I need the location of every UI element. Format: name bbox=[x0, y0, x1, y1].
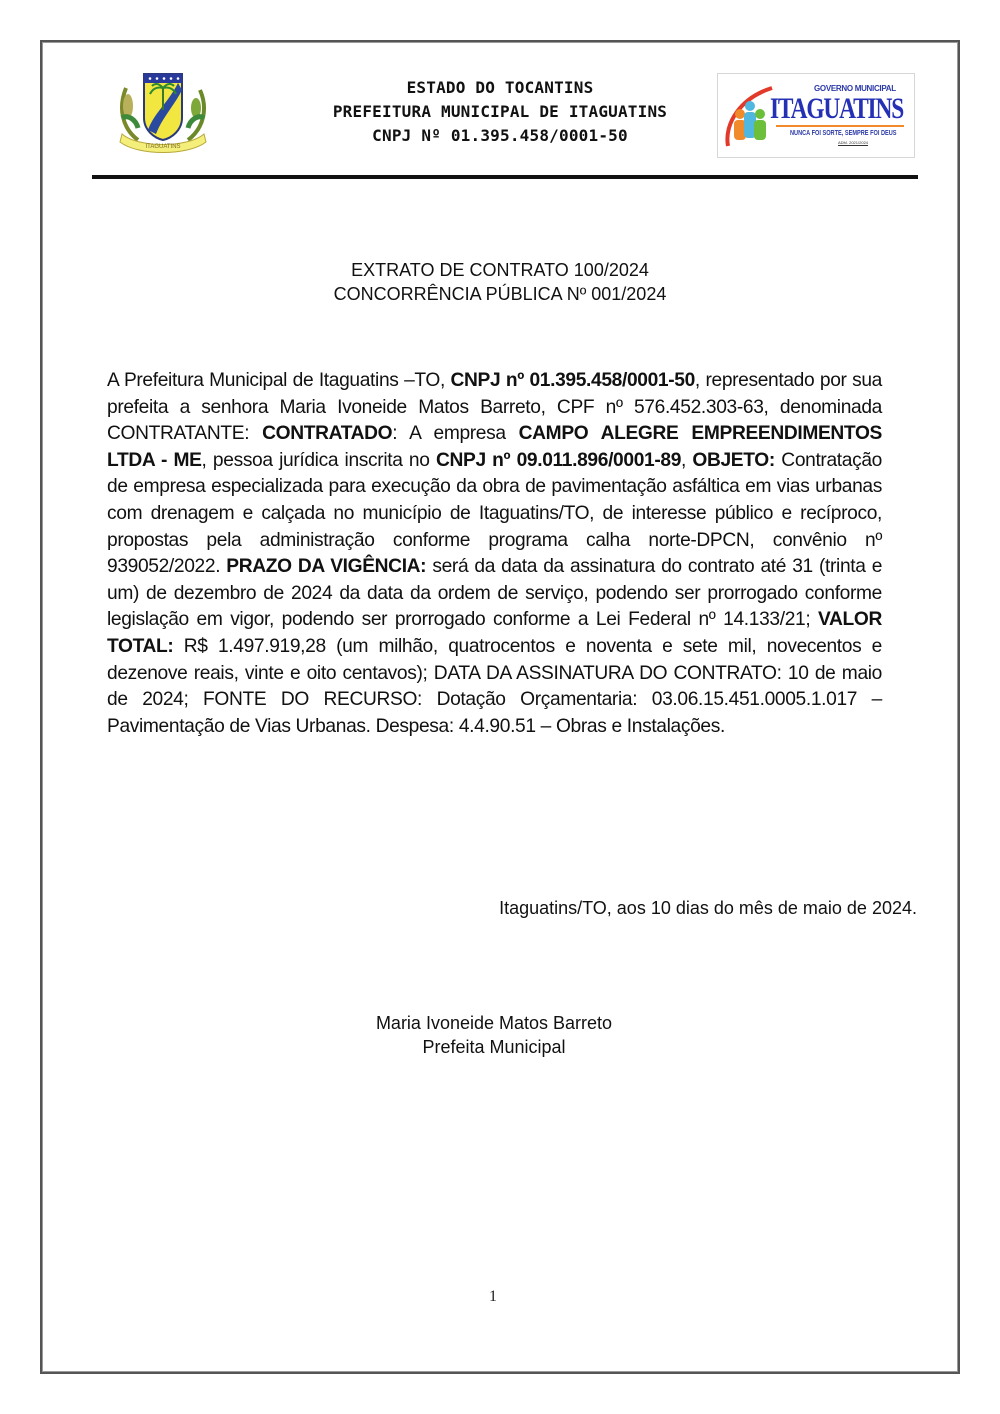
body-text-run: : A empresa bbox=[392, 423, 519, 445]
contract-body bbox=[107, 368, 882, 740]
municipality-name: PREFEITURA MUNICIPAL DE ITAGUATINS bbox=[332, 102, 668, 121]
body-text-run: , pessoa jurídica inscrita no bbox=[201, 449, 436, 471]
body-text-run: , bbox=[681, 449, 693, 471]
page-number: 1 bbox=[489, 1288, 497, 1305]
logo-top-text: GOVERNO MUNICIPAL bbox=[814, 84, 896, 93]
signatory-role: Prefeita Municipal bbox=[422, 1037, 566, 1057]
municipality-cnpj: CNPJ Nº 01.395.458/0001-50 bbox=[372, 126, 628, 145]
body-bold-run: VALOR TOTAL: bbox=[107, 609, 882, 657]
contract-title: EXTRATO DE CONTRATO 100/2024 bbox=[351, 260, 649, 280]
letterhead bbox=[0, 0, 1000, 180]
body-text-run: R$ 1.497.919,28 (um milhão, quatrocentos e noventa e sete mil, novecentos e dezenove reais, vinte e oito centavos); DATA DA ASSINATURA DO CONTRATO: 10 de maio de 2024; FONTE DO RECURSO: Dotação Orçamentaria: 03.06.15.451.0005.1.017 – Pavimentação de Vias Urbanas. Despesa: 4.4.90.51 – Obras e Instalações. bbox=[107, 635, 882, 737]
crest-ribbon-text: ITAGUATINS bbox=[145, 144, 181, 150]
logo-underline bbox=[776, 125, 904, 127]
body-text-run: , representado por sua prefeita a senhora Maria Ivoneide Matos Barreto, CPF nº 576.452.303-63, denominada CONTRATANTE: bbox=[107, 370, 882, 445]
body-text-run: A Prefeitura Municipal de Itaguatins –TO, bbox=[107, 370, 451, 391]
signature-block bbox=[294, 1011, 694, 1059]
state-name: ESTADO DO TOCANTINS bbox=[406, 78, 594, 97]
document-title bbox=[200, 258, 800, 306]
body-bold-run: CONTRATADO bbox=[262, 423, 393, 445]
body-text-run: Contratação de empresa especializada para execução da obra de pavimentação asfáltica em vias urbanas com drenagem e calçada no município de Itaguatins/TO, de interesse público e recíproco, propostas pela administração conforme programa calha norte-DPCN, convênio nº 939052/2022. bbox=[107, 449, 882, 578]
body-bold-run: CAMPO ALEGRE EMPREENDIMENTOS LTDA - ME bbox=[107, 423, 882, 471]
body-bold-run: CNPJ nº 01.395.458/0001-50 bbox=[450, 370, 695, 391]
government-logo bbox=[717, 73, 915, 158]
logo-name: ITAGUATINS bbox=[770, 92, 904, 125]
body-bold-run: OBJETO: bbox=[692, 449, 775, 471]
body-bold-run: PRAZO DA VIGÊNCIA: bbox=[226, 556, 427, 578]
logo-slogan: NUNCA FOI SORTE, SEMPRE FOI DEUS bbox=[790, 130, 897, 137]
logo-admin-period: ADM. 2021/2024 bbox=[838, 140, 869, 145]
coat-of-arms-icon bbox=[108, 68, 218, 154]
body-text-run: será da data da assinatura do contrato até 31 (trinta e um) de dezembro de 2024 da data da ordem de serviço, podendo ser prorrogado conforme legislação em vigor, podendo ser prorrogado conforme a Lei Federal nº 14.133/21; bbox=[107, 556, 883, 631]
place-and-date: Itaguatins/TO, aos 10 dias do mês de maio de 2024. bbox=[499, 898, 917, 918]
body-bold-run: CNPJ nº 09.011.896/0001-89 bbox=[435, 449, 682, 471]
signatory-name: Maria Ivoneide Matos Barreto bbox=[375, 1013, 613, 1033]
tender-title: CONCORRÊNCIA PÚBLICA Nº 001/2024 bbox=[333, 284, 667, 304]
header-divider bbox=[92, 175, 918, 179]
letterhead-text bbox=[240, 76, 760, 148]
